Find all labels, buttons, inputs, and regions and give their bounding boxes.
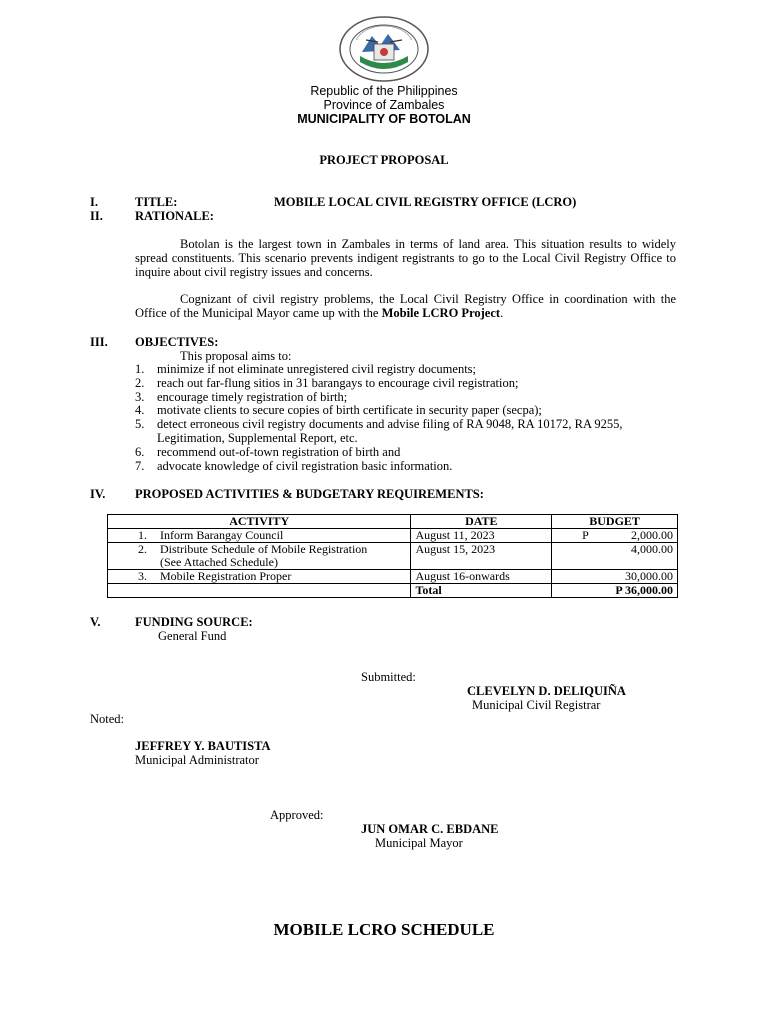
section-1-label: TITLE: (135, 195, 178, 209)
table-row (108, 529, 678, 543)
section-5-label: FUNDING SOURCE: (135, 615, 253, 629)
total-value: P 36,000.00 (552, 584, 678, 598)
rationale-paragraph-1: Botolan is the largest town in Zambales in terms of land area. This situation results to widely spread constituents. This scenario prevents indigent registrants to go to the Local Civil Registry Office to inquire about civil registry issues and concerns. (135, 237, 676, 279)
seal-emblem-icon (338, 16, 430, 82)
column-header-activity: ACTIVITY (108, 515, 411, 529)
objective-item: 4. motivate clients to secure copies of birth certificate in security paper (secpa); (135, 403, 542, 418)
header-country: Republic of the Philippines (310, 84, 458, 98)
objectives-intro: This proposal aims to: (180, 349, 292, 363)
table-header-row (108, 515, 678, 529)
rationale-period: . (500, 306, 504, 320)
date-cell: August 11, 2023 (411, 529, 552, 543)
activity-cell: 2. Distribute Schedule of Mobile Registration (See Attached Schedule) (108, 543, 411, 570)
section-4-number: IV. (90, 487, 106, 501)
noted-title: Municipal Administrator (135, 753, 259, 767)
schedule-heading: MOBILE LCRO SCHEDULE (273, 920, 495, 939)
section-5-number: V. (90, 615, 101, 629)
header-municipality: MUNICIPALITY OF BOTOLAN (297, 112, 471, 126)
section-1-number: I. (90, 195, 98, 209)
table-row (108, 543, 678, 570)
noted-label: Noted: (90, 712, 125, 726)
budget-cell: 4,000.00 (552, 543, 678, 570)
objective-item: 6. recommend out-of-town registration of birth and (135, 444, 401, 459)
budget-cell: P 2,000.00 (552, 529, 678, 543)
empty-cell (108, 584, 411, 598)
budget-cell: 30,000.00 (552, 570, 678, 584)
rationale-paragraph-2 (135, 292, 676, 320)
section-4-label: PROPOSED ACTIVITIES & BUDGETARY REQUIREMENTS: (135, 487, 484, 501)
section-3-label: OBJECTIVES: (135, 335, 219, 349)
objectives-list (135, 362, 695, 472)
noted-name: JEFFREY Y. BAUTISTA (135, 739, 271, 753)
table-row (108, 570, 678, 584)
activity-cell: 3. Mobile Registration Proper (108, 570, 411, 584)
section-2-label: RATIONALE: (135, 209, 214, 223)
header-province: Province of Zambales (323, 98, 445, 112)
approved-name: JUN OMAR C. EBDANE (361, 822, 499, 836)
objective-item: 2. reach out far-flung sitios in 31 barangays to encourage civil registration; (135, 375, 519, 390)
column-header-date: DATE (411, 515, 552, 529)
project-name: Mobile LCRO Project (381, 306, 501, 320)
approved-title: Municipal Mayor (375, 836, 463, 850)
funding-value: General Fund (158, 629, 227, 643)
submitted-name: CLEVELYN D. DELIQUIÑA (467, 684, 626, 698)
section-2-number: II. (90, 209, 103, 223)
activities-budget-table (107, 514, 678, 598)
rationale-text: Cognizant of civil registry problems, the Local Civil Registry Office in coordination with the Office of the Municipal Mayor came up with the (135, 292, 676, 320)
objective-item: 5. detect erroneous civil registry documents and advise filing of RA 9048, RA 10172, RA 9255, (135, 417, 623, 432)
activity-cell: 1. Inform Barangay Council (108, 529, 411, 543)
date-cell: August 16-onwards (411, 570, 552, 584)
submitted-label: Submitted: (361, 670, 416, 684)
table-total-row (108, 584, 678, 598)
objective-item: 3. encourage timely registration of birth; (135, 389, 348, 404)
total-label: Total (411, 584, 552, 598)
approved-label: Approved: (270, 808, 324, 822)
objective-item: 1. minimize if not eliminate unregistered civil registry documents; (135, 362, 477, 376)
municipal-seal (338, 16, 430, 82)
submitted-title: Municipal Civil Registrar (472, 698, 601, 712)
section-3-number: III. (90, 335, 108, 349)
objective-item-continuation: Legitimation, Supplemental Report, etc. (157, 430, 358, 445)
section-1-value: MOBILE LOCAL CIVIL REGISTRY OFFICE (LCRO) (274, 195, 577, 209)
objective-item: 7. advocate knowledge of civil registration basic information. (135, 458, 453, 473)
header-block (0, 84, 768, 126)
document-title: PROJECT PROPOSAL (319, 153, 449, 167)
date-cell: August 15, 2023 (411, 543, 552, 570)
column-header-budget: BUDGET (552, 515, 678, 529)
